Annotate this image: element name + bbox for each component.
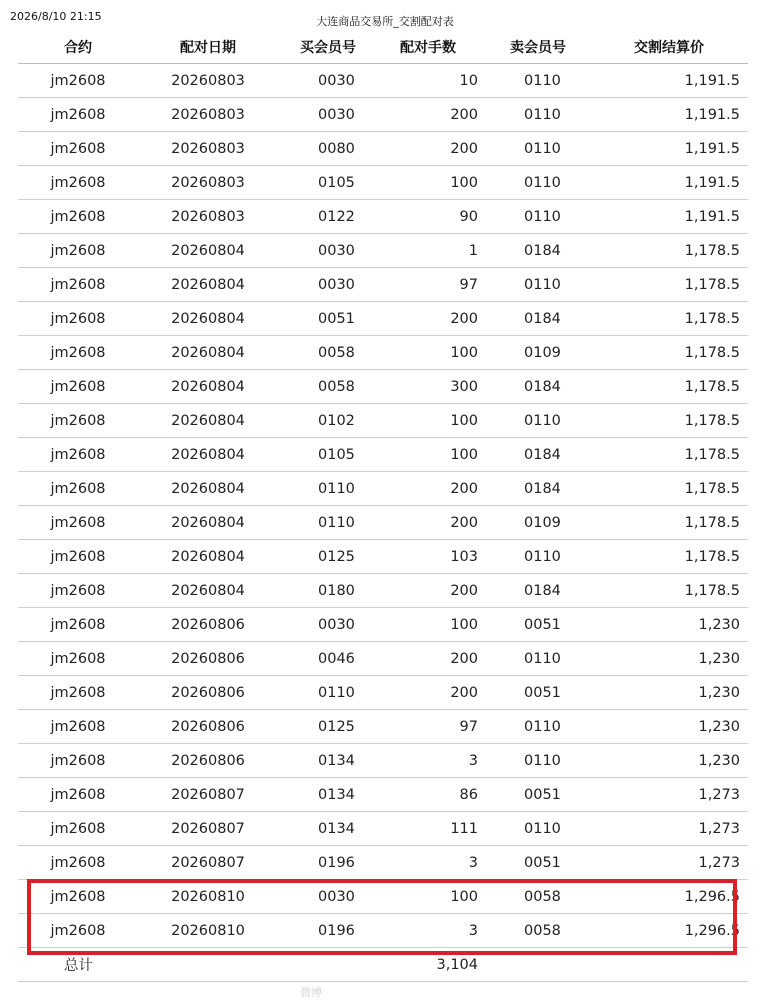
cell-settlement-price: 1,296.5 bbox=[598, 914, 748, 948]
cell-pair-date: 20260806 bbox=[138, 642, 278, 676]
cell-pair-quantity: 97 bbox=[378, 268, 478, 302]
cell-settlement-price: 1,178.5 bbox=[598, 234, 748, 268]
cell-settlement-price: 1,178.5 bbox=[598, 370, 748, 404]
delivery-pairing-table bbox=[18, 30, 748, 982]
cell-contract: jm2608 bbox=[18, 710, 138, 744]
cell-buyer-member: 0102 bbox=[278, 404, 378, 438]
cell-buyer-member: 0030 bbox=[278, 234, 378, 268]
cell-pair-date: 20260804 bbox=[138, 574, 278, 608]
cell-pair-date: 20260804 bbox=[138, 506, 278, 540]
cell-contract: jm2608 bbox=[18, 778, 138, 812]
cell-pair-quantity: 100 bbox=[378, 166, 478, 200]
cell-settlement-price: 1,178.5 bbox=[598, 506, 748, 540]
table-row bbox=[18, 98, 748, 132]
cell-seller-member: 0058 bbox=[478, 880, 598, 914]
cell-pair-date: 20260804 bbox=[138, 234, 278, 268]
cell-seller-member: 0110 bbox=[478, 132, 598, 166]
table-row bbox=[18, 710, 748, 744]
cell-settlement-price: 1,230 bbox=[598, 608, 748, 642]
cell-pair-date: 20260804 bbox=[138, 302, 278, 336]
column-header-seller-member: 卖会员号 bbox=[478, 30, 598, 64]
total-row bbox=[18, 948, 748, 982]
cell-pair-quantity: 100 bbox=[378, 608, 478, 642]
cell-pair-quantity: 200 bbox=[378, 302, 478, 336]
cell-seller-member: 0184 bbox=[478, 302, 598, 336]
cell-pair-quantity: 86 bbox=[378, 778, 478, 812]
cell-contract: jm2608 bbox=[18, 608, 138, 642]
cell-seller-member: 0110 bbox=[478, 64, 598, 98]
cell-settlement-price: 1,230 bbox=[598, 642, 748, 676]
cell-pair-date: 20260803 bbox=[138, 200, 278, 234]
cell-buyer-member: 0030 bbox=[278, 268, 378, 302]
cell-pair-date: 20260806 bbox=[138, 710, 278, 744]
cell-settlement-price: 1,178.5 bbox=[598, 404, 748, 438]
table-row bbox=[18, 608, 748, 642]
cell-contract: jm2608 bbox=[18, 676, 138, 710]
cell-pair-quantity: 97 bbox=[378, 710, 478, 744]
cell-pair-date: 20260807 bbox=[138, 846, 278, 880]
cell-pair-quantity: 100 bbox=[378, 336, 478, 370]
cell-contract: jm2608 bbox=[18, 846, 138, 880]
table-row bbox=[18, 132, 748, 166]
table-row bbox=[18, 336, 748, 370]
cell-pair-quantity: 3 bbox=[378, 914, 478, 948]
cell-buyer-member: 0180 bbox=[278, 574, 378, 608]
cell-pair-date: 20260810 bbox=[138, 880, 278, 914]
total-empty-cell bbox=[278, 948, 378, 982]
cell-settlement-price: 1,191.5 bbox=[598, 200, 748, 234]
cell-settlement-price: 1,230 bbox=[598, 676, 748, 710]
cell-pair-quantity: 200 bbox=[378, 472, 478, 506]
cell-contract: jm2608 bbox=[18, 132, 138, 166]
cell-buyer-member: 0125 bbox=[278, 540, 378, 574]
cell-seller-member: 0058 bbox=[478, 914, 598, 948]
cell-pair-quantity: 111 bbox=[378, 812, 478, 846]
cell-buyer-member: 0196 bbox=[278, 846, 378, 880]
cell-buyer-member: 0105 bbox=[278, 166, 378, 200]
table-row bbox=[18, 778, 748, 812]
cell-pair-quantity: 100 bbox=[378, 404, 478, 438]
cell-pair-quantity: 3 bbox=[378, 744, 478, 778]
cell-contract: jm2608 bbox=[18, 472, 138, 506]
table-row bbox=[18, 540, 748, 574]
table-row bbox=[18, 676, 748, 710]
cell-contract: jm2608 bbox=[18, 166, 138, 200]
cell-pair-quantity: 200 bbox=[378, 642, 478, 676]
cell-settlement-price: 1,178.5 bbox=[598, 540, 748, 574]
table-row bbox=[18, 200, 748, 234]
total-empty-cell bbox=[138, 948, 278, 982]
table-row bbox=[18, 914, 748, 948]
cell-contract: jm2608 bbox=[18, 64, 138, 98]
cell-contract: jm2608 bbox=[18, 540, 138, 574]
cell-seller-member: 0051 bbox=[478, 608, 598, 642]
cell-seller-member: 0110 bbox=[478, 200, 598, 234]
cell-seller-member: 0110 bbox=[478, 642, 598, 676]
cell-buyer-member: 0110 bbox=[278, 676, 378, 710]
cell-buyer-member: 0058 bbox=[278, 370, 378, 404]
cell-contract: jm2608 bbox=[18, 336, 138, 370]
cell-pair-date: 20260804 bbox=[138, 438, 278, 472]
table-row bbox=[18, 166, 748, 200]
cell-pair-quantity: 90 bbox=[378, 200, 478, 234]
cell-pair-date: 20260804 bbox=[138, 336, 278, 370]
print-timestamp: 2026/8/10 21:15 bbox=[10, 10, 102, 23]
cell-pair-date: 20260807 bbox=[138, 812, 278, 846]
cell-settlement-price: 1,191.5 bbox=[598, 132, 748, 166]
cell-contract: jm2608 bbox=[18, 370, 138, 404]
cell-buyer-member: 0030 bbox=[278, 98, 378, 132]
cell-pair-quantity: 100 bbox=[378, 438, 478, 472]
cell-seller-member: 0110 bbox=[478, 744, 598, 778]
cell-buyer-member: 0134 bbox=[278, 778, 378, 812]
table-row bbox=[18, 302, 748, 336]
cell-seller-member: 0051 bbox=[478, 778, 598, 812]
cell-pair-date: 20260810 bbox=[138, 914, 278, 948]
table-row bbox=[18, 846, 748, 880]
cell-settlement-price: 1,191.5 bbox=[598, 64, 748, 98]
cell-pair-quantity: 10 bbox=[378, 64, 478, 98]
table-row bbox=[18, 234, 748, 268]
cell-settlement-price: 1,296.5 bbox=[598, 880, 748, 914]
cell-buyer-member: 0110 bbox=[278, 472, 378, 506]
cell-contract: jm2608 bbox=[18, 812, 138, 846]
cell-settlement-price: 1,178.5 bbox=[598, 438, 748, 472]
cell-seller-member: 0109 bbox=[478, 506, 598, 540]
table-row bbox=[18, 268, 748, 302]
cell-pair-date: 20260807 bbox=[138, 778, 278, 812]
cell-pair-quantity: 300 bbox=[378, 370, 478, 404]
cell-contract: jm2608 bbox=[18, 744, 138, 778]
cell-seller-member: 0110 bbox=[478, 540, 598, 574]
cell-buyer-member: 0030 bbox=[278, 64, 378, 98]
cell-buyer-member: 0134 bbox=[278, 812, 378, 846]
cell-pair-date: 20260804 bbox=[138, 404, 278, 438]
cell-pair-quantity: 200 bbox=[378, 98, 478, 132]
total-empty-cell bbox=[598, 948, 748, 982]
cell-buyer-member: 0058 bbox=[278, 336, 378, 370]
cell-contract: jm2608 bbox=[18, 914, 138, 948]
table-row bbox=[18, 744, 748, 778]
cell-buyer-member: 0125 bbox=[278, 710, 378, 744]
cell-pair-quantity: 200 bbox=[378, 676, 478, 710]
cell-pair-date: 20260803 bbox=[138, 98, 278, 132]
column-header-pair-quantity: 配对手数 bbox=[378, 30, 478, 64]
cell-pair-quantity: 200 bbox=[378, 574, 478, 608]
table-row bbox=[18, 438, 748, 472]
table-row bbox=[18, 64, 748, 98]
cell-contract: jm2608 bbox=[18, 642, 138, 676]
table-row bbox=[18, 506, 748, 540]
table-row bbox=[18, 472, 748, 506]
cell-buyer-member: 0196 bbox=[278, 914, 378, 948]
cell-buyer-member: 0046 bbox=[278, 642, 378, 676]
cell-contract: jm2608 bbox=[18, 574, 138, 608]
column-header-pair-date: 配对日期 bbox=[138, 30, 278, 64]
total-label: 总计 bbox=[18, 948, 138, 982]
cell-seller-member: 0184 bbox=[478, 438, 598, 472]
cell-buyer-member: 0134 bbox=[278, 744, 378, 778]
cell-contract: jm2608 bbox=[18, 880, 138, 914]
table-row bbox=[18, 404, 748, 438]
cell-pair-date: 20260803 bbox=[138, 132, 278, 166]
total-quantity: 3,104 bbox=[378, 948, 478, 982]
cell-seller-member: 0110 bbox=[478, 268, 598, 302]
cell-settlement-price: 1,273 bbox=[598, 778, 748, 812]
table-row bbox=[18, 574, 748, 608]
cell-seller-member: 0184 bbox=[478, 370, 598, 404]
cell-pair-date: 20260806 bbox=[138, 744, 278, 778]
cell-settlement-price: 1,178.5 bbox=[598, 336, 748, 370]
cell-settlement-price: 1,178.5 bbox=[598, 302, 748, 336]
cell-seller-member: 0109 bbox=[478, 336, 598, 370]
cell-contract: jm2608 bbox=[18, 268, 138, 302]
cell-pair-quantity: 1 bbox=[378, 234, 478, 268]
cell-buyer-member: 0122 bbox=[278, 200, 378, 234]
column-header-settlement-price: 交割结算价 bbox=[598, 30, 748, 64]
cell-contract: jm2608 bbox=[18, 506, 138, 540]
table-header-row bbox=[18, 30, 748, 64]
cell-settlement-price: 1,191.5 bbox=[598, 98, 748, 132]
document-title: 大连商品交易所_交割配对表 bbox=[316, 15, 454, 28]
cell-settlement-price: 1,230 bbox=[598, 710, 748, 744]
cell-buyer-member: 0080 bbox=[278, 132, 378, 166]
cell-pair-date: 20260806 bbox=[138, 676, 278, 710]
cell-contract: jm2608 bbox=[18, 98, 138, 132]
cell-settlement-price: 1,178.5 bbox=[598, 472, 748, 506]
cell-pair-date: 20260803 bbox=[138, 64, 278, 98]
cell-pair-date: 20260804 bbox=[138, 472, 278, 506]
cell-seller-member: 0051 bbox=[478, 676, 598, 710]
cell-buyer-member: 0110 bbox=[278, 506, 378, 540]
table-row bbox=[18, 370, 748, 404]
table-row bbox=[18, 642, 748, 676]
cell-contract: jm2608 bbox=[18, 234, 138, 268]
cell-pair-quantity: 3 bbox=[378, 846, 478, 880]
cell-buyer-member: 0051 bbox=[278, 302, 378, 336]
cell-contract: jm2608 bbox=[18, 404, 138, 438]
cell-pair-date: 20260803 bbox=[138, 166, 278, 200]
cell-settlement-price: 1,273 bbox=[598, 812, 748, 846]
cell-seller-member: 0051 bbox=[478, 846, 598, 880]
table-row bbox=[18, 880, 748, 914]
cell-settlement-price: 1,178.5 bbox=[598, 574, 748, 608]
cell-contract: jm2608 bbox=[18, 302, 138, 336]
cell-seller-member: 0110 bbox=[478, 710, 598, 744]
cell-seller-member: 0110 bbox=[478, 98, 598, 132]
cell-pair-date: 20260804 bbox=[138, 540, 278, 574]
cell-pair-quantity: 100 bbox=[378, 880, 478, 914]
cell-seller-member: 0110 bbox=[478, 812, 598, 846]
cell-seller-member: 0184 bbox=[478, 234, 598, 268]
cell-pair-quantity: 103 bbox=[378, 540, 478, 574]
table-row bbox=[18, 812, 748, 846]
cell-settlement-price: 1,191.5 bbox=[598, 166, 748, 200]
cell-settlement-price: 1,178.5 bbox=[598, 268, 748, 302]
cell-seller-member: 0184 bbox=[478, 472, 598, 506]
cell-pair-quantity: 200 bbox=[378, 132, 478, 166]
cell-pair-date: 20260804 bbox=[138, 268, 278, 302]
cell-settlement-price: 1,273 bbox=[598, 846, 748, 880]
cell-seller-member: 0110 bbox=[478, 166, 598, 200]
cell-buyer-member: 0105 bbox=[278, 438, 378, 472]
cell-pair-date: 20260806 bbox=[138, 608, 278, 642]
cell-contract: jm2608 bbox=[18, 438, 138, 472]
cell-seller-member: 0184 bbox=[478, 574, 598, 608]
cell-pair-quantity: 200 bbox=[378, 506, 478, 540]
cell-buyer-member: 0030 bbox=[278, 880, 378, 914]
cell-buyer-member: 0030 bbox=[278, 608, 378, 642]
cell-settlement-price: 1,230 bbox=[598, 744, 748, 778]
cell-seller-member: 0110 bbox=[478, 404, 598, 438]
cell-contract: jm2608 bbox=[18, 200, 138, 234]
cell-pair-date: 20260804 bbox=[138, 370, 278, 404]
column-header-contract: 合约 bbox=[18, 30, 138, 64]
total-empty-cell bbox=[478, 948, 598, 982]
weibo-watermark: 微博 bbox=[300, 986, 322, 999]
column-header-buyer-member: 买会员号 bbox=[278, 30, 378, 64]
